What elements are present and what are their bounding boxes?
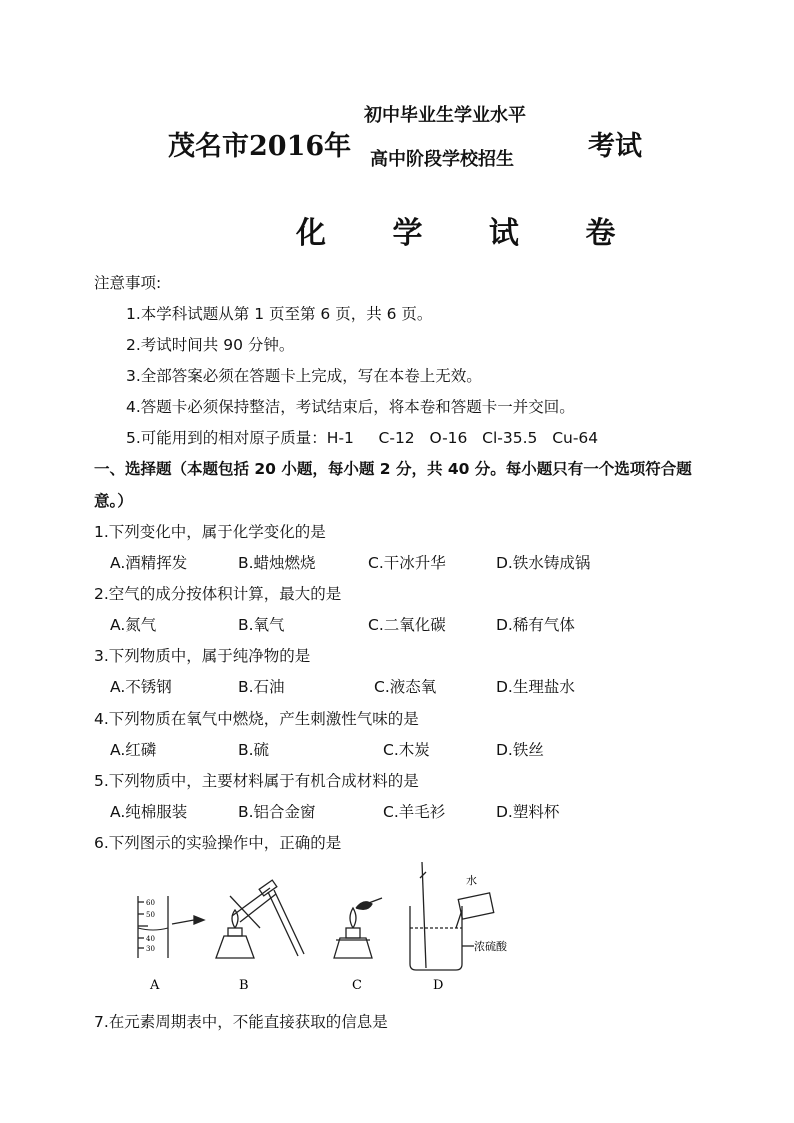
cylinder-tick: 60	[146, 899, 155, 907]
option-a: A.酒精挥发	[110, 554, 188, 572]
option-d: D.生理盐水	[496, 678, 575, 696]
figure-label-d: D	[433, 978, 444, 993]
experiment-figure	[120, 858, 520, 998]
dilution-illustration	[410, 862, 494, 970]
notice-item: 2.考试时间共 90 分钟。	[126, 336, 295, 354]
water-label: 水	[466, 874, 477, 887]
notice-heading: 注意事项:	[94, 274, 162, 292]
option-d: D.铁丝	[496, 741, 544, 759]
option-a: A.不锈钢	[110, 678, 172, 696]
option-c: C.干冰升华	[368, 554, 446, 572]
notice-item: 5.可能用到的相对原子质量：H-1 C-12 O-16 Cl-35.5 Cu-64	[126, 429, 599, 447]
cylinder-tick: 30	[146, 945, 155, 953]
notice-item: 4.答题卡必须保持整洁，考试结束后，将本卷和答题卡一并交回。	[126, 398, 575, 416]
title-city-year: 茂名市2016年	[168, 131, 352, 162]
option-d: D.塑料杯	[496, 803, 560, 821]
lighting-lamp-illustration	[334, 898, 382, 958]
cylinder-tick: 40	[146, 935, 155, 943]
question-stem: 3.下列物质中，属于纯净物的是	[94, 647, 311, 665]
question-stem: 1.下列变化中，属于化学变化的是	[94, 523, 326, 541]
option-b: B.铝合金窗	[238, 803, 316, 821]
question-stem: 5.下列物质中，主要材料属于有机合成材料的是	[94, 772, 419, 790]
figure-label-a: A	[150, 978, 160, 993]
section-heading: 一、选择题（本题包括 20 小题，每小题 2 分，共 40 分。每小题只有一个选项符合题	[94, 460, 692, 478]
option-a: A.红磷	[110, 741, 157, 759]
notice-item: 3.全部答案必须在答题卡上完成，写在本卷上无效。	[126, 367, 482, 385]
title-exam: 考试	[588, 131, 642, 162]
figure-label-b: B	[239, 978, 249, 993]
title-sub-bottom: 高中阶段学校招生	[370, 149, 514, 170]
question-stem: 4.下列物质在氧气中燃烧，产生刺激性气味的是	[94, 710, 419, 728]
option-b: B.石油	[238, 678, 285, 696]
option-b: B.蜡烛燃烧	[238, 554, 316, 572]
question-stem: 2.空气的成分按体积计算，最大的是	[94, 585, 342, 603]
notice-item: 1.本学科试题从第 1 页至第 6 页，共 6 页。	[126, 305, 433, 323]
option-a: A.氮气	[110, 616, 157, 634]
option-c: C.二氧化碳	[368, 616, 446, 634]
option-a: A.纯棉服装	[110, 803, 188, 821]
page-title: 化 学 试 卷	[296, 216, 644, 251]
figure-label-c: C	[352, 978, 362, 993]
question-stem: 7.在元素周期表中，不能直接获取的信息是	[94, 1013, 388, 1031]
alcohol-lamp-test-tube-illustration	[216, 880, 304, 958]
option-c: C.液态氧	[374, 678, 437, 696]
option-c: C.羊毛衫	[383, 803, 446, 821]
section-heading-cont: 意。）	[94, 492, 133, 510]
option-d: D.铁水铸成锅	[496, 554, 591, 572]
option-b: B.硫	[238, 741, 270, 759]
question-stem: 6.下列图示的实验操作中，正确的是	[94, 834, 342, 852]
option-d: D.稀有气体	[496, 616, 575, 634]
title-sub-top: 初中毕业生学业水平	[364, 105, 526, 126]
option-c: C.木炭	[383, 741, 430, 759]
cylinder-tick: 50	[146, 911, 155, 919]
acid-label: 浓硫酸	[474, 940, 507, 953]
option-b: B.氧气	[238, 616, 285, 634]
